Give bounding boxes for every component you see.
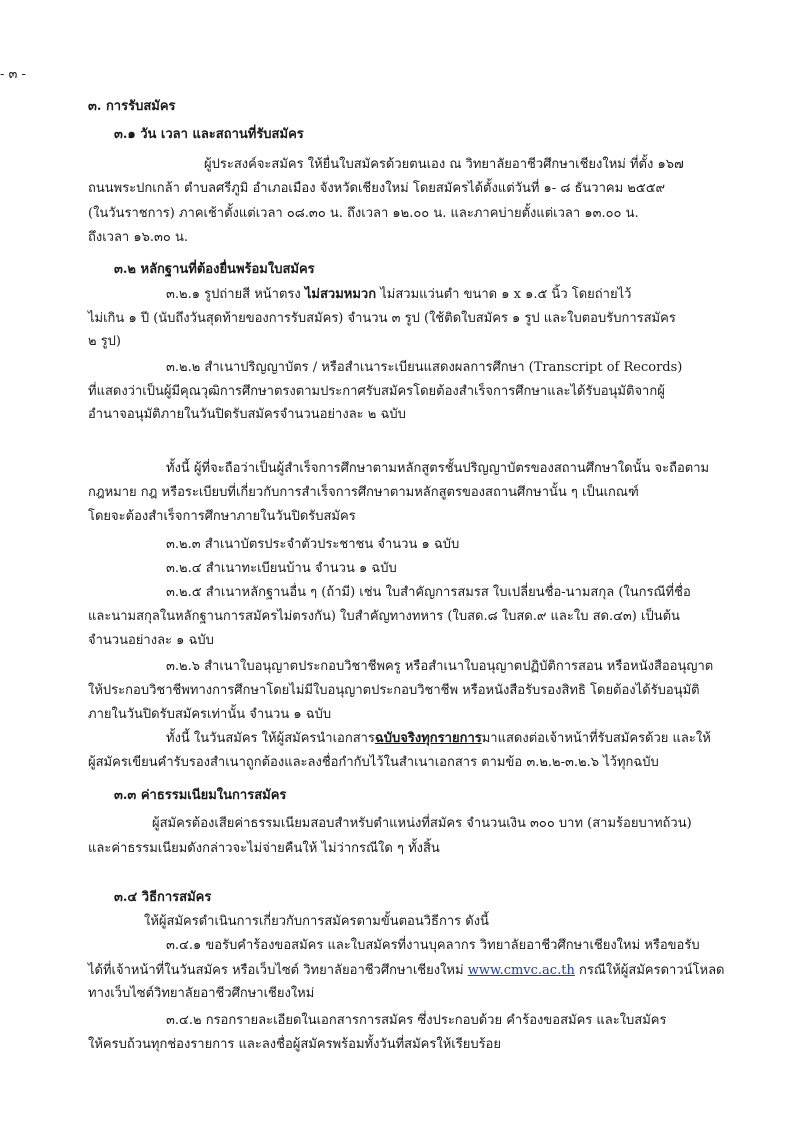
item-3-2-5-line-2: และนามสกุลในหลักฐานการสมัครไม่ตรงกัน) ใบสำคัญทางทหาร (ใบสด.๘ ใบสด.๙ และใบ สด.๔๓) เป็นต้น xyxy=(88,609,680,624)
section-3-4-heading: ๓.๔ วิธีการสมัคร xyxy=(114,890,212,905)
note-1-line-2: กฎหมาย กฎ หรือระเบียบที่เกี่ยวกับการสำเร็จการศึกษาตามหลักสูตรของสถานศึกษานั้น ๆ เป็นเกณฑ์ xyxy=(88,485,639,500)
item-3-2-5-line-3: จำนวนอย่างละ ๑ ฉบับ xyxy=(88,633,214,648)
section-3-1-line-2: ถนนพระปกเกล้า ตำบลศรีภูมิ อำเภอเมือง จังหวัดเชียงใหม่ โดยสมัครได้ตั้งแต่วันที่ ๑- ๘ ธันวาคม ๒๕๕๙ xyxy=(88,181,666,196)
note-2-emphasis: ฉบับจริงทุกรายการ xyxy=(374,731,482,746)
item-3-4-1-line-1: ๓.๔.๑ ขอรับคำร้องขอสมัคร และใบสมัครที่งานบุคลากร วิทยาลัยอาชีวศึกษาเชียงใหม่ หรือขอรับ xyxy=(166,938,700,953)
item-3-2-1-line-2: ไม่เกิน ๑ ปี (นับถึงวันสุดท้ายของการรับสมัคร) จำนวน ๓ รูป (ใช้ติดใบสมัคร ๑ รูป และใบตอบรับการสมัคร xyxy=(88,311,676,326)
section-3-4-intro: ให้ผู้สมัครดำเนินการเกี่ยวกับการสมัครตามขั้นตอนวิธีการ ดังนี้ xyxy=(144,914,489,929)
section-3-1-line-3: (ในวันราชการ) ภาคเช้าตั้งแต่เวลา ๐๘.๓๐ น. ถึงเวลา ๑๒.๐๐ น. และภาคบ่ายตั้งแต่เวลา ๑๓.๐๐ น. xyxy=(88,206,639,221)
item-3-4-1-line-2 xyxy=(88,962,724,980)
section-3-heading: ๓. การรับสมัคร xyxy=(88,99,176,114)
note-1-line-3: โดยจะต้องสำเร็จการศึกษาภายในวันปิดรับสมัคร xyxy=(88,509,356,524)
item-3-4-2-line-1: ๓.๔.๒ กรอกรายละเอียดในเอกสารการสมัคร ซึ่งประกอบด้วย คำร้องขอสมัคร และใบสมัคร xyxy=(166,1013,667,1028)
item-3-2-3: ๓.๒.๓ สำเนาบัตรประจำตัวประชาชน จำนวน ๑ ฉบับ xyxy=(166,537,460,552)
item-3-2-2-line-1: ๓.๒.๒ สำเนาปริญญาบัตร / หรือสำเนาระเบียนแสดงผลการศึกษา (Transcript of Records) xyxy=(166,360,683,375)
item-3-2-6-line-3: ภายในวันปิดรับสมัครเท่านั้น จำนวน ๑ ฉบับ xyxy=(88,707,332,722)
section-3-1-line-1: ผู้ประสงค์จะสมัคร ให้ยื่นใบสมัครด้วยตนเอง ณ วิทยาลัยอาชีวศึกษาเชียงใหม่ ที่ตั้ง ๑๖๗ xyxy=(204,157,684,172)
section-3-1-line-4: ถึงเวลา ๑๖.๓๐ น. xyxy=(88,230,188,245)
note-2-line-1 xyxy=(166,730,711,748)
section-3-1-heading: ๓.๑ วัน เวลา และสถานที่รับสมัคร xyxy=(114,127,304,142)
item-3-2-2-line-3: อำนาจอนุมัติภายในวันปิดรับสมัครจำนวนอย่างละ ๒ ฉบับ xyxy=(88,407,406,422)
section-3-3-heading: ๓.๓ ค่าธรรมเนียมในการสมัคร xyxy=(114,788,287,803)
section-3-3-line-1: ผู้สมัครต้องเสียค่าธรรมเนียมสอบสำหรับตำแหน่งที่สมัคร จำนวนเงิน ๓๐๐ บาท (สามร้อยบาทถ้วน) xyxy=(152,816,692,831)
item-3-2-1-text-rest: ไม่สวมแว่นตำ ขนาด ๑ x ๑.๕ นิ้ว โดยถ่ายไว้ xyxy=(376,287,632,302)
item-3-4-1-line-3: ทางเว็บไซต์วิทยาลัยอาชีวศึกษาเชียงใหม่ xyxy=(88,986,315,1001)
item-3-4-1-text: ได้ที่เจ้าหน้าที่ในวันสมัคร หรือเว็บไซต์ วิทยาลัยอาชีวศึกษาเชียงใหม่ xyxy=(88,963,468,978)
item-3-2-1-text: ๓.๒.๑ รูปถ่ายสี หน้าตรง xyxy=(166,287,305,302)
note-2-text-rest: มาแสดงต่อเจ้าหน้าที่รับสมัครด้วย และให้ xyxy=(481,731,711,746)
item-3-2-6-line-1: ๓.๒.๖ สำเนาใบอนุญาตประกอบวิชาชีพครู หรือสำเนาใบอนุญาตปฏิบัติการสอน หรือหนังสืออนุญาต xyxy=(166,659,714,674)
section-3-3-line-2: และค่าธรรมเนียมดังกล่าวจะไม่จ่ายคืนให้ ไม่ว่ากรณีใด ๆ ทั้งสิ้น xyxy=(88,841,440,856)
item-3-4-2-line-2: ให้ครบถ้วนทุกช่องรายการ และลงชื่อผู้สมัครพร้อมทั้งวันที่สมัครให้เรียบร้อย xyxy=(88,1037,501,1052)
item-3-2-1-line-1 xyxy=(166,286,631,304)
item-3-4-1-text-rest: กรณีให้ผู้สมัครดาวน์โหลด xyxy=(574,963,725,978)
item-3-2-2-line-2: ที่แสดงว่าเป็นผู้มีคุณวุฒิการศึกษาตรงตามประกาศรับสมัครโดยต้องสำเร็จการศึกษาและได้รับอนุมัติจากผู้ xyxy=(88,384,665,399)
item-3-2-1-emphasis: ไม่สวมหมวก xyxy=(304,287,377,302)
page-number: - ๓ - xyxy=(0,67,26,82)
item-3-2-6-line-2: ให้ประกอบวิชาชีพทางการศึกษาโดยไม่มีใบอนุญาตประกอบวิชาชีพ หรือหนังสือรับรองสิทธิ โดยต้องได้รับอนุมัติ xyxy=(88,683,700,698)
note-1-line-1: ทั้งนี้ ผู้ที่จะถือว่าเป็นผู้สำเร็จการศึกษาตามหลักสูตรชั้นปริญญาบัตรของสถานศึกษาใดนั้น จะถือตาม xyxy=(166,461,710,476)
item-3-2-5-line-1: ๓.๒.๕ สำเนาหลักฐานอื่น ๆ (ถ้ามี) เช่น ใบสำคัญการสมรส ใบเปลี่ยนชื่อ-นามสกุล (ในกรณีที่ชื่อ xyxy=(166,585,691,600)
item-3-2-4: ๓.๒.๔ สำเนาทะเบียนบ้าน จำนวน ๑ ฉบับ xyxy=(166,561,397,576)
section-3-2-heading: ๓.๒ หลักฐานที่ต้องยื่นพร้อมใบสมัคร xyxy=(114,262,315,277)
item-3-2-1-line-3: ๒ รูป) xyxy=(88,334,122,349)
note-2-line-2: ผู้สมัครเขียนคำรับรองสำเนาถูกต้องและลงชื่อกำกับไว้ในสำเนาเอกสาร ตามข้อ ๓.๒.๒-๓.๒.๖ ไว้ทุกฉบับ xyxy=(88,755,659,770)
note-2-text: ทั้งนี้ ในวันสมัคร ให้ผู้สมัครนำเอกสาร xyxy=(166,731,375,746)
website-link[interactable]: www.cmvc.ac.th xyxy=(467,963,575,978)
